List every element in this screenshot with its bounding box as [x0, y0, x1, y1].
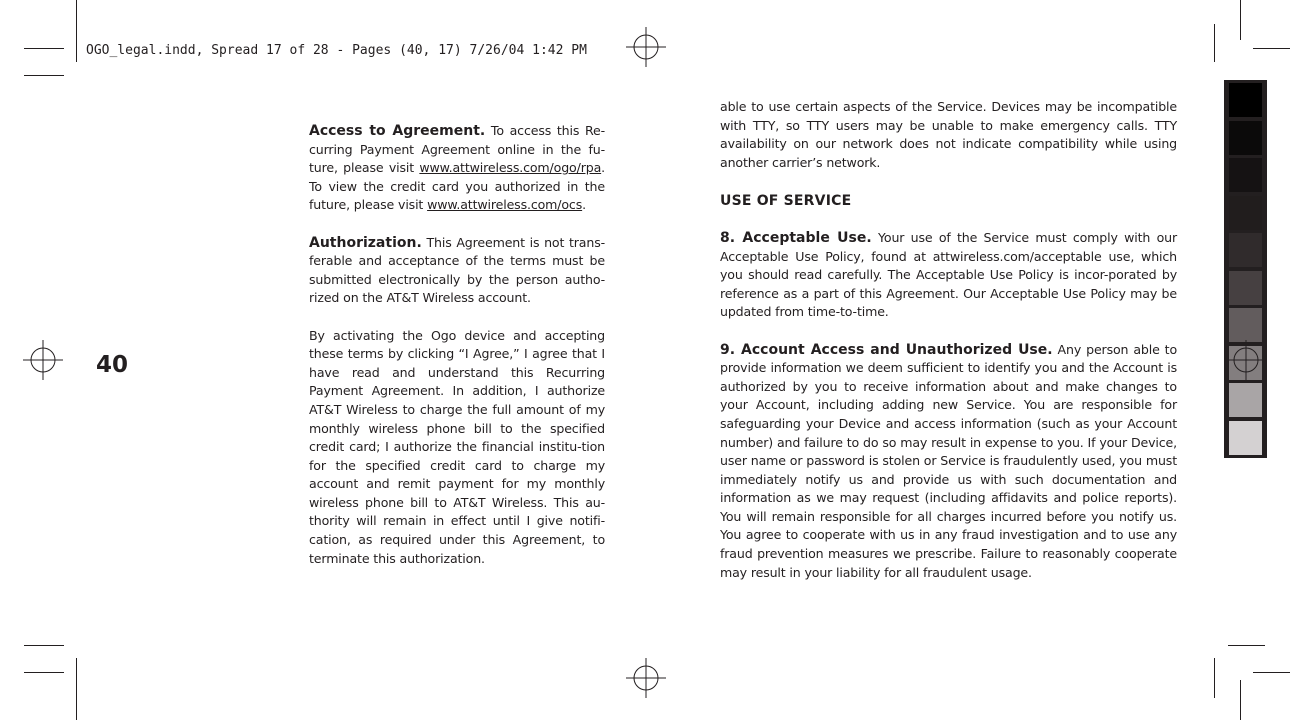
color-swatch [1229, 196, 1262, 230]
right-column [720, 98, 1177, 601]
color-swatch-bar [1224, 80, 1267, 458]
activation-paragraph: By activating the Ogo device and accepting these terms by clicking “I Agree,” I agree that I have read and understand this Recurring Payment Agreement. In addition, I authorize AT&T Wireless to charge the full amount of my monthly wireless phone bill to the specified credit card; I authorize the financial institu-tion for the specified credit card to charge my account and remit payment for my monthly wireless phone bill to AT&T Wireless. This au-thority will remain in effect until I give notifi-cation, as required under this Agreement, to terminate this authorization. [309, 327, 605, 566]
access-text: To access this Re-curring Payment Agreement online in the fu-ture, please visit [309, 123, 605, 176]
access-heading: Access to Agreement. [309, 123, 486, 139]
page-number: 40 [96, 352, 129, 378]
account-access-heading: 9. Account Access and Unauthorized Use. [720, 341, 1053, 358]
registration-mark-icon [1226, 340, 1266, 380]
access-text-3: . [582, 197, 586, 213]
ocs-link[interactable]: www.attwireless.com/ocs [427, 197, 583, 213]
color-swatch [1229, 233, 1262, 267]
account-access-text: Any person able to provide information we deem sufficient to identify you and the Account is authorized by you to receive information about and make changes to your Account, including adding new Service. You are responsible for safeguarding your Device and access information (such as your Account number) and failure to do so may result in expense to you. If your Device, user name or password is stolen or Service is fraudulently used, you must immediately notify us and provide us with such documentation and information as we may request (including affidavits and police reports). You will remain responsible for all charges incurred before you notify us. You agree to cooperate with us in any fraud investigation and to use any fraud prevention measures we prescribe. Failure to reasonably cooperate may result in your liability for all fraudulent usage. [720, 341, 1178, 580]
color-swatch [1229, 383, 1262, 417]
slug-line: OGO_legal.indd, Spread 17 of 28 - Pages (40, 17) 7/26/04 1:42 PM [86, 43, 587, 58]
color-swatch [1229, 308, 1262, 342]
color-swatch [1229, 158, 1262, 192]
acceptable-use-heading: 8. Acceptable Use. [720, 229, 872, 246]
tty-paragraph: able to use certain aspects of the Service. Devices may be incompatible with TTY, so TTY users may be unable to make emergency calls. TTY availability on our network does not indicate compatibility while using another carrier’s network. [720, 99, 1177, 170]
acceptable-use-text: Your use of the Service must comply with our Acceptable Use Policy, found at attwireless.com/acceptable use, which you should read carefully. The Acceptable Use Policy is incor-porated by reference as a part of this Agreement. Our Acceptable Use Policy may be updated from time-to-time. [720, 229, 1177, 320]
registration-mark-icon [626, 27, 666, 67]
acceptable-use-paragraph [720, 229, 1177, 322]
authorization-heading: Authorization. [309, 234, 422, 251]
color-swatch [1229, 271, 1262, 305]
section-heading: USE OF SERVICE [720, 193, 852, 210]
access-text-2: . To view the credit card you authorized in the future, please visit [309, 160, 605, 213]
color-swatch [1229, 83, 1262, 117]
color-swatch [1229, 421, 1262, 455]
authorization-text: This Agreement is not trans-ferable and acceptance of the terms must be submitted electronically by the person autho-rized on the AT&T Wireless account. [309, 234, 605, 306]
color-swatch [1229, 121, 1262, 155]
registration-mark-icon [626, 658, 666, 698]
left-column [309, 122, 605, 587]
access-paragraph [309, 122, 605, 215]
registration-mark-icon [23, 340, 63, 380]
rpa-link[interactable]: www.attwireless.com/ogo/rpa [419, 160, 602, 176]
authorization-paragraph [309, 234, 605, 308]
account-access-paragraph [720, 341, 1177, 583]
